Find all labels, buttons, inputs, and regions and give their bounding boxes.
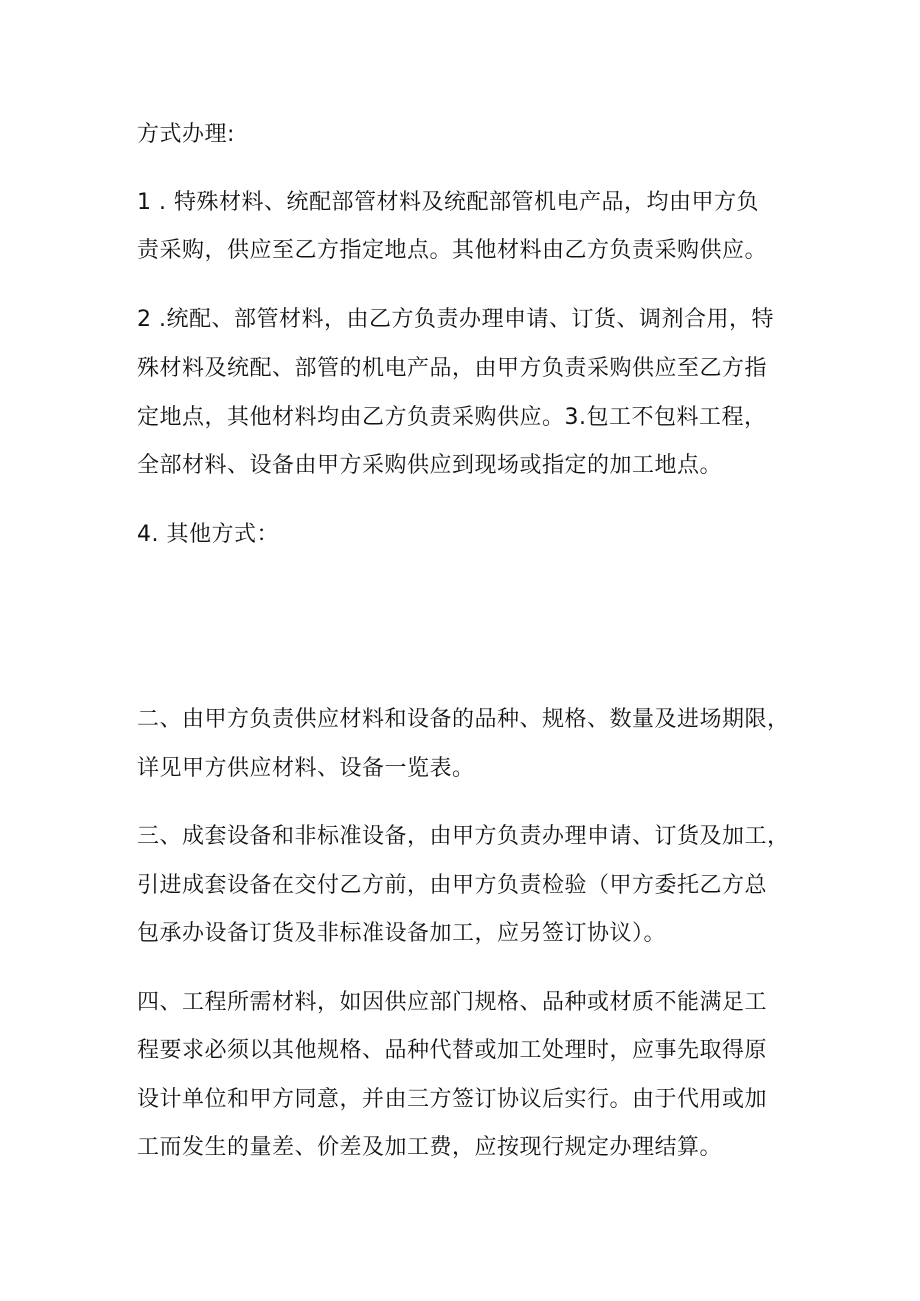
text-line: 二、由甲方负责供应材料和设备的品种、规格、数量及进场期限， bbox=[137, 707, 790, 732]
text-line: 方式办理: bbox=[137, 122, 235, 147]
text-line: 责采购，供应至乙方指定地点。其他材料由乙方负责采购供应。 bbox=[137, 238, 768, 263]
text-line: 殊材料及统配、部管的机电产品，由甲方负责采购供应至乙方指 bbox=[137, 356, 768, 381]
text-line: 引进成套设备在交付乙方前，由甲方负责检验（甲方委托乙方总 bbox=[137, 873, 768, 898]
text-line: 程要求必须以其他规格、品种代替或加工处理时，应事先取得原 bbox=[137, 1038, 768, 1063]
text-line: 详见甲方供应材料、设备一览表。 bbox=[137, 756, 475, 781]
text-line: 工而发生的量差、价差及加工费，应按现行规定办理结算。 bbox=[137, 1135, 723, 1160]
text-line: 4. 其他方式： bbox=[137, 522, 279, 547]
text-line: 2 .统配、部管材料，由乙方负责办理申请、订货、调剂合用，特 bbox=[137, 307, 774, 332]
text-line: 定地点，其他材料均由乙方负责采购供应。3.包工不包料工程， bbox=[137, 405, 767, 430]
text-line: 全部材料、设备由甲方采购供应到现场或指定的加工地点。 bbox=[137, 453, 723, 478]
text-line: 设计单位和甲方同意，并由三方签订协议后实行。由于代用或加 bbox=[137, 1087, 768, 1112]
text-line: 1 . 特殊材料、统配部管材料及统配部管机电产品，均由甲方负 bbox=[137, 190, 759, 215]
text-line: 三、成套设备和非标准设备，由甲方负责办理申请、订货及加工， bbox=[137, 824, 790, 849]
text-line: 包承办设备订货及非标准设备加工，应另签订协议）。 bbox=[137, 921, 667, 946]
text-line: 四、工程所需材料，如因供应部门规格、品种或材质不能满足工 bbox=[137, 990, 768, 1015]
